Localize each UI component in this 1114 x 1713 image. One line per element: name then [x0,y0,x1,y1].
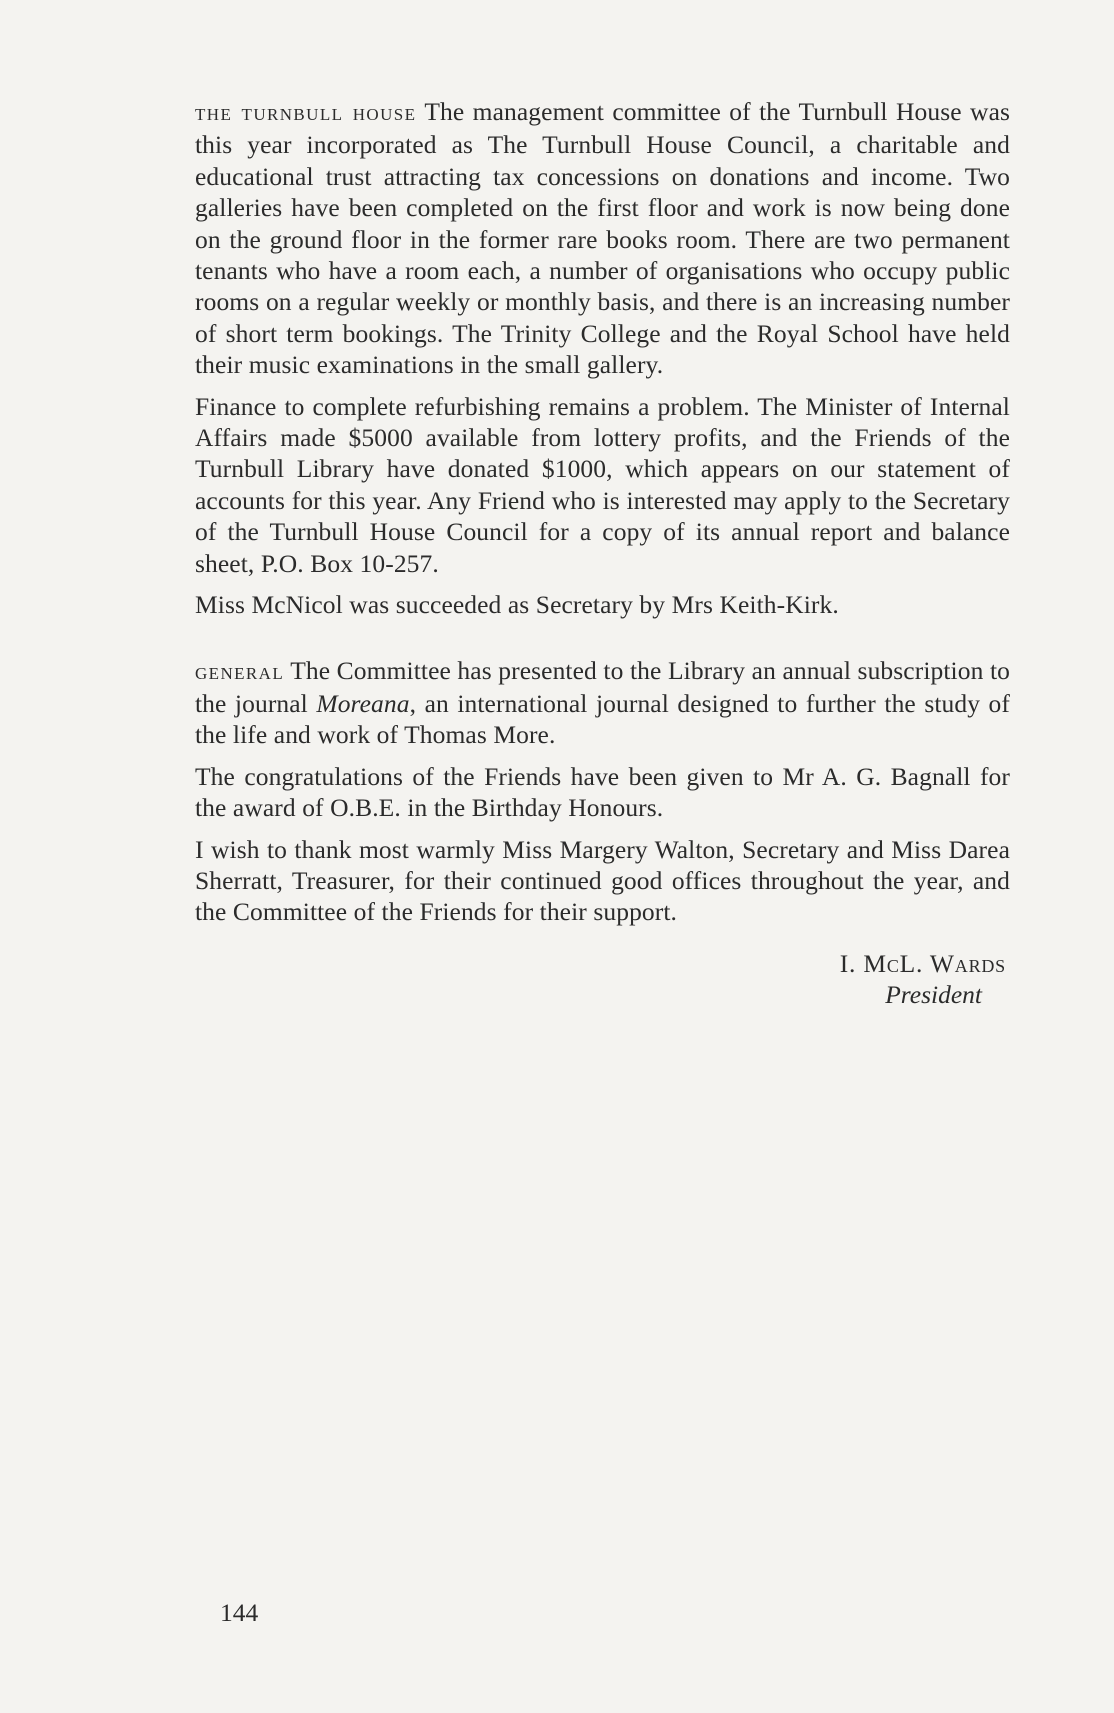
section-spacer [195,631,1010,655]
turnbull-house-paragraph-1 [195,96,1010,381]
general-paragraph-3: I wish to thank most warmly Miss Margery Walton, Secretary and Miss Darea Sherratt, Treasurer, for their continued good offices throughout the year, and the Committee of the Friends for their support. [195,834,1010,927]
general-paragraph-2: The congratulations of the Friends have been given to Mr A. G. Bagnall for the award of O.B.E. in the Birthday Honours. [195,761,1010,823]
turnbull-house-text-1: The management committee of the Turnbull House was this year incorporated as The Turnbull House Council, a charitable and educational trust attracting tax concessions on donations and income. Two galleries have been completed on the first floor and work is now being done on the ground floor in the former rare books room. There are two permanent tenants who have a room each, a number of organisations who occupy public rooms on a regular weekly or monthly basis, and there is an increasing number of short term bookings. The Trinity College and the Royal School have held their music examinations in the small gallery. [195,97,1011,380]
general-text-1-before: The Committee has presented to the Library an annual subscription to the journal [195,655,1010,718]
page-content [195,96,1010,1010]
general-heading: general [195,658,285,685]
turnbull-house-heading: the turnbull house [195,100,417,126]
journal-title: Moreana [316,688,410,718]
general-text-1-after: , an international journal designed to further the study of the life and work of Thomas More. [195,688,1010,750]
page-number: 144 [220,1598,259,1627]
signature-name: I. McL. Wards [839,948,1006,978]
turnbull-house-paragraph-3: Miss McNicol was succeeded as Secretary by Mrs Keith-Kirk. [195,590,839,620]
signature-block [195,948,1010,1010]
turnbull-house-paragraph-2: Finance to complete refurbishing remains a problem. The Minister of Internal Affairs made $5000 available from lottery profits, and the Friends of the Turnbull Library have donated $1000, which appears on our statement of accounts for this year. Any Friend who is interested may apply to the Secretary of the Turnbull House Council for a copy of its annual report and balance sheet, P.O. Box 10-257. [195,391,1010,578]
signature-title: President [885,979,982,1009]
general-paragraph-1 [195,655,1010,751]
